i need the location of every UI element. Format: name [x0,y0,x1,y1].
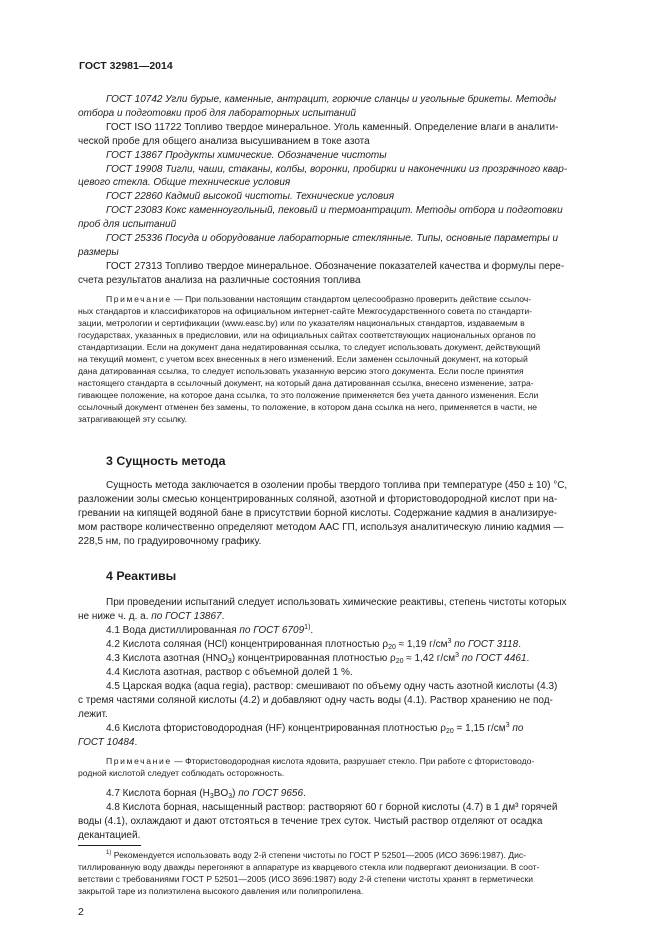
item-4-8-line: воды (4.1), охлаждают и дают отстояться в течение трех суток. Чистый раствор отделяют от осадка [78,816,543,827]
reference-line: ГОСТ ISO 11722 Топливо твердое минеральное. Уголь каменный. Определение влаги в аналити- [106,122,559,133]
reference-line: размеры [78,247,119,258]
item-4-2: 4.2 Кислота соляная (HCl) концентрированная плотностью $\rho_{20} \approx 1,19$ $г/см^3$ по ГОСТ 3118. [106,638,521,651]
section-4-heading: 4 Реактивы [106,569,177,583]
footnote-line: ветствии с требованиями ГОСТ Р 52501—2005 (ИСО 3696:1987) воду 2-й степени чистоты хранят в герметически [78,874,534,884]
item-4-5-line: с тремя частями соляной кислоты (4.2) и добавляют одну часть воды (4.1). Раствор хранению не под- [78,695,553,706]
item-4-6-line: ГОСТ 10484. [78,737,138,748]
reference-line: отбора и подготовки проб для лабораторных испытаний [78,108,356,119]
footnote-line: закрытой таре из полиэтилена высокого давления или полипропилена. [78,886,364,896]
note-line: настоящего стандарта в ссылочный документ, на который дана датированная ссылка, внесено изменение, затра- [78,378,534,388]
note-line: на текущий момент, с учетом всех внесенных в него изменений. Если заменен ссылочный документ, на который [78,354,528,364]
section-3-heading: 3 Сущность метода [106,454,226,468]
section-3-line: мом растворе количественно определяют методом ААС ГП, используя аналитическую линию кадмия — [78,522,564,533]
note-paragraph: Примечание — Фтористоводородная кислота ядовита, разрушает стекло. При работе с фтористоводо- [106,756,535,766]
note-line: ных стандартов и классификаторов на официальном интернет-сайте Межгосударственного совета по стандарти- [78,306,533,316]
note-line: зации, метрологии и сертификации (www.easc.by) или по указателям национальных стандартов, издаваемым в [78,318,525,328]
item-4-8-line: декантацией. [78,830,141,841]
reference-line: ГОСТ 10742 Угли бурые, каменные, антрацит, горючие сланцы и угольные брикеты. Методы [106,94,557,105]
reference-line: ГОСТ 19908 Тигли, чаши, стаканы, колбы, воронки, пробирки и наконечники из прозрачного квар- [106,164,568,175]
note-line: затрагивающей эту ссылку. [78,414,187,424]
section-3-line: разложении золы смесью концентрированных соляной, азотной и фтористоводородной кислот при на- [78,494,558,505]
item-4-7: 4.7 Кислота борная $(H_3BO_3)$ по ГОСТ 9656. [106,788,306,800]
reference-line: ГОСТ 25336 Посуда и оборудование лабораторные стеклянные. Типы, основные параметры и [106,233,559,244]
reference-line: цевого стекла. Общие технические условия [78,177,291,188]
section-3-line: Сущность метода заключается в озолении пробы твердого топлива при температуре (450 ± 10) °С, [106,480,568,491]
item-4-8: 4.8 Кислота борная, насыщенный раствор: растворяют 60 г борной кислоты (4.7) в 1 дм³ горячей [106,802,558,813]
note-label: Примечание [106,756,172,766]
footnote: $^{1)}$ Рекомендуется использовать воду 2-й степени чистоты по ГОСТ Р 52501—2005 (ИСО 3696:1987). Дис- [106,850,527,860]
note-line: дана датированная ссылка, то следует использовать указанную версию этого документа. Если после принятия [78,366,524,376]
document-header: ГОСТ 32981—2014 [79,60,173,72]
note-paragraph [106,294,531,306]
reference-line: ГОСТ 23083 Кокс каменноугольный, пековый и термоантрацит. Методы отбора и подготовки [106,205,563,216]
item-4-1: 4.1 Вода дистиллированная по ГОСТ 6709$^{1)}$. [106,624,314,636]
reference-line: ГОСТ 22860 Кадмий высокой чистоты. Технические условия [106,191,395,202]
reference-line: ГОСТ 27313 Топливо твердое минеральное. Обозначение показателей качества и формулы пере- [106,261,565,272]
section-4-line: не ниже ч. д. а. по ГОСТ 13867. [78,611,225,622]
item-4-4: 4.4 Кислота азотная, раствор с объемной долей 1 %. [106,667,353,678]
footnote-divider [78,845,141,846]
item-4-3: 4.3 Кислота азотная $(HNO_3)$ концентрированная плотностью $\rho_{20} \approx 1,42$ $г/см^3$ по ГОСТ 4461. [106,652,530,665]
note-line: стандартизации. Если на документ дана недатированная ссылка, то следует использовать документ, действующий [78,342,541,352]
note-line: государствах, указанных в предисловии, или на официальных сайтах соответствующих национальных органов по [78,330,536,340]
footnote-marker: 1) [304,624,311,631]
note-line: родной кислотой следует соблюдать осторожность. [78,768,285,778]
section-3-line: 228,5 нм, по градуировочному графику. [78,536,262,547]
reference-line: ГОСТ 13867 Продукты химические. Обозначение чистоты [106,150,387,161]
item-4-5: 4.5 Царская водка (aqua regia), раствор: смешивают по объему одну часть азотной кислоты (4.3) [106,681,558,692]
section-3-line: гревании на кипящей водяной бане в присутствии борной кислоты. Содержание кадмия в анализируе- [78,508,558,519]
page-number: 2 [78,906,84,918]
note-label: Примечание [106,294,172,304]
item-4-5-line: лежит. [78,709,108,720]
note-line: ссылочный документ отменен без замены, то положение, в котором дана ссылка на него, применяется в части, не [78,402,538,412]
section-4-line: При проведении испытаний следует использовать химические реактивы, степень чистоты которых [106,597,567,608]
note-line: гивающее положение, на которое дана ссылка, то это положение применяется без учета данного изменения. Если [78,390,539,400]
note-text: — При пользовании настоящим стандартом целесообразно проверить действие ссылоч- [171,294,532,304]
reference-line: ческой пробе для общего анализа высушиванием в токе азота [78,136,370,147]
reference-line: проб для испытаний [78,219,177,230]
footnote-line: тиллированную воду дважды перегоняют в аппаратуре из кварцевого стекла или подвергают деионизации. В соот- [78,862,540,872]
reference-line: счета результатов анализа на различные состояния топлива [78,275,361,286]
item-4-6: 4.6 Кислота фтористоводородная (HF) концентрированная плотностью $\rho_{20} = 1,15$ $г/см^3$ по [106,722,524,735]
